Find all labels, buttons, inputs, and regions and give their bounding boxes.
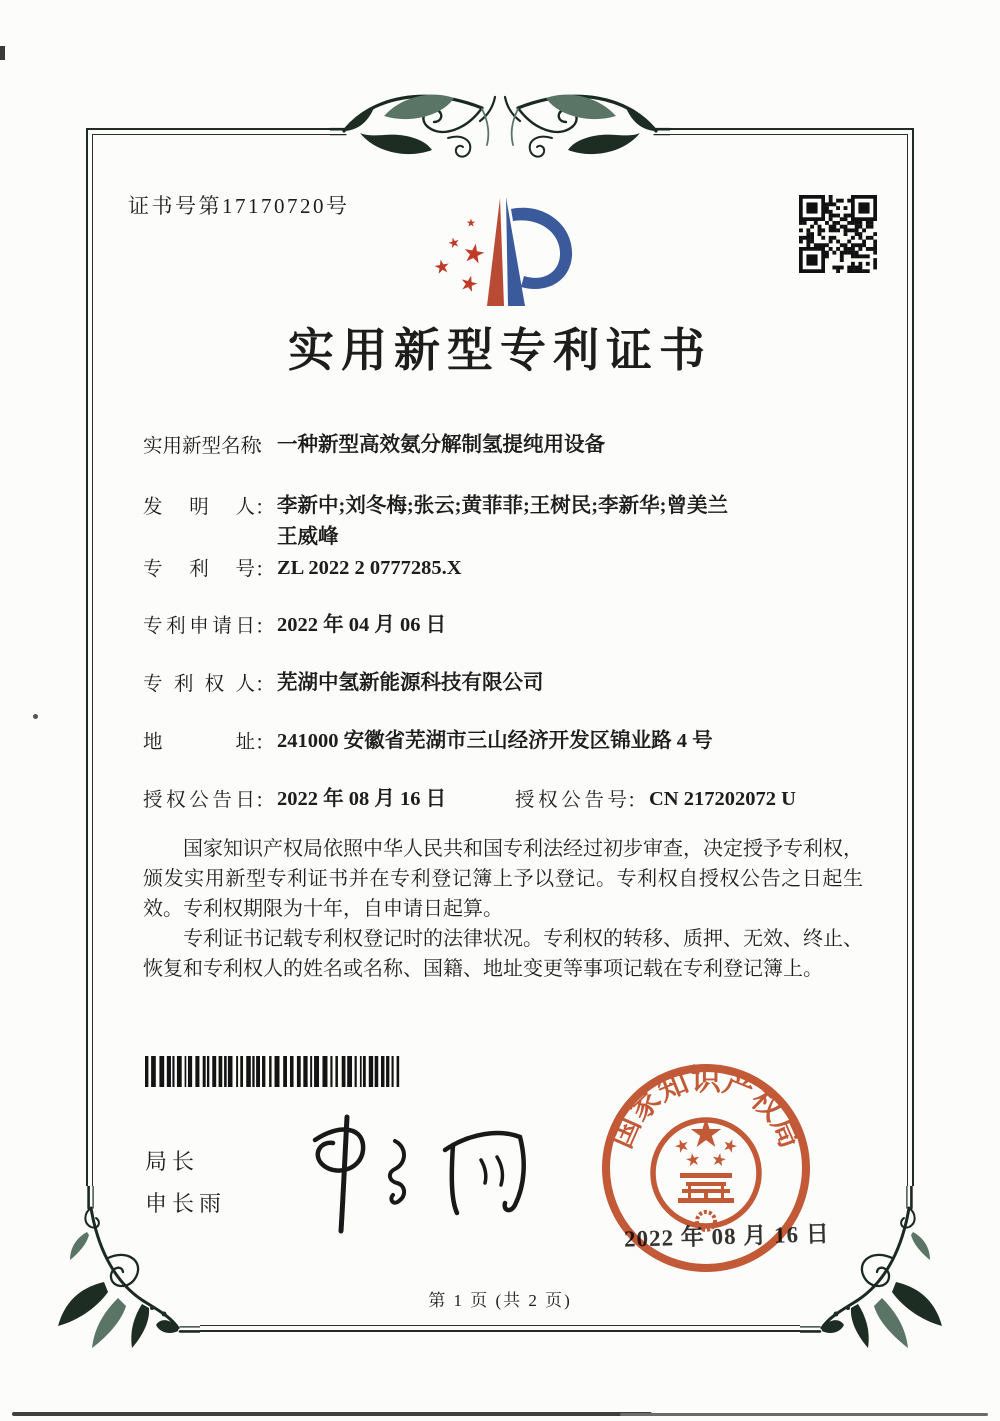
field-grant-no-label: 授权公告号 xyxy=(515,790,627,811)
field-filing-date-value: 2022 年 04 月 06 日 xyxy=(277,614,447,636)
field-filing-date-label: 专利申请日 xyxy=(143,616,255,637)
field-address: 地址：241000 安徽省芜湖市三山经济开发区锦业路 4 号 xyxy=(143,726,713,757)
seal-date: 2022 年 08 月 16 日 xyxy=(623,1221,831,1252)
national-emblem-icon xyxy=(653,1118,759,1230)
field-patentee-value: 芜湖中氢新能源科技有限公司 xyxy=(277,672,544,694)
body-paragraph-2: 专利证书记载专利权登记时的法律状况。专利权的转移、质押、无效、终止、恢复和专利权人的姓名或名称、国籍、地址变更等事项记载在专利登记簿上。 xyxy=(143,928,863,980)
field-patent-no-label: 专利号 xyxy=(143,559,255,580)
scan-artifact-bottom-streak-2 xyxy=(620,1413,988,1416)
field-filing-date: 专利申请日：2022 年 04 月 06 日 xyxy=(143,610,446,641)
field-grant-no-value: CN 217202072 U xyxy=(649,788,796,810)
field-grant-no: 授权公告号：CN 217202072 U xyxy=(515,784,796,815)
scan-artifact-edge-tick xyxy=(0,46,5,60)
patent-logo-icon xyxy=(424,188,584,320)
field-inventors-value: 李新中;刘冬梅;张云;黄菲菲;王树民;李新华;曾美兰 王威峰 xyxy=(277,495,728,548)
field-inventors: 发明人：李新中;刘冬梅;张云;黄菲菲;王树民;李新华;曾美兰 王威峰 xyxy=(143,491,728,553)
ornament-top-flourish-icon xyxy=(330,80,670,176)
field-patentee-label: 专利权人 xyxy=(143,674,255,695)
signatory-title: 局长 xyxy=(145,1149,200,1174)
handwritten-signature-icon xyxy=(285,1105,535,1240)
scan-artifact-bottom-streak xyxy=(12,1412,652,1416)
field-patent-no-value: ZL 2022 2 0777285.X xyxy=(277,557,462,579)
field-grant-date-value: 2022 年 08 月 16 日 xyxy=(277,788,447,810)
certificate-title: 实用新型专利证书 xyxy=(288,325,712,376)
legal-text xyxy=(143,834,863,984)
body-paragraph-1: 国家知识产权局依照中华人民共和国专利法经过初步审查，决定授予专利权，颁发实用新型专利证书并在专利登记簿上予以登记。专利权自授权公告之日起生效。专利权期限为十年，自申请日起算。 xyxy=(143,838,863,920)
field-grant-date-label: 授权公告日 xyxy=(143,790,255,811)
logo-red-wedge xyxy=(487,198,504,306)
field-name-label: 实用新型名称 xyxy=(143,436,261,457)
field-name: 实用新型名称：一种新型高效氨分解制氢提纯用设备 xyxy=(143,430,605,461)
field-grant-date: 授权公告日：2022 年 08 月 16 日 xyxy=(143,784,446,815)
logo-p-bowl xyxy=(511,208,572,289)
scan-artifact-dot xyxy=(33,714,38,719)
field-patentee: 专利权人：芜湖中氢新能源科技有限公司 xyxy=(143,668,544,699)
certificate-number: 证书号第17170720号 xyxy=(128,194,350,218)
qr-code-icon xyxy=(799,195,877,273)
barcode-icon xyxy=(145,1056,401,1087)
signatory-name: 申长雨 xyxy=(145,1191,227,1216)
seal-arc-text: 国家知识产权局 xyxy=(604,1063,808,1153)
page-footer: 第 1 页 (共 2 页) xyxy=(428,1291,572,1310)
field-address-label: 地址 xyxy=(143,732,255,753)
field-address-value: 241000 安徽省芜湖市三山经济开发区锦业路 4 号 xyxy=(277,730,713,752)
field-patent-no: 专利号：ZL 2022 2 0777285.X xyxy=(143,553,462,584)
ornament-bottom-right-icon xyxy=(800,1186,946,1352)
field-inventors-label: 发明人 xyxy=(143,497,255,518)
signatory-block xyxy=(145,1141,226,1225)
logo-stars xyxy=(434,219,486,293)
field-name-value: 一种新型高效氨分解制氢提纯用设备 xyxy=(277,434,605,456)
